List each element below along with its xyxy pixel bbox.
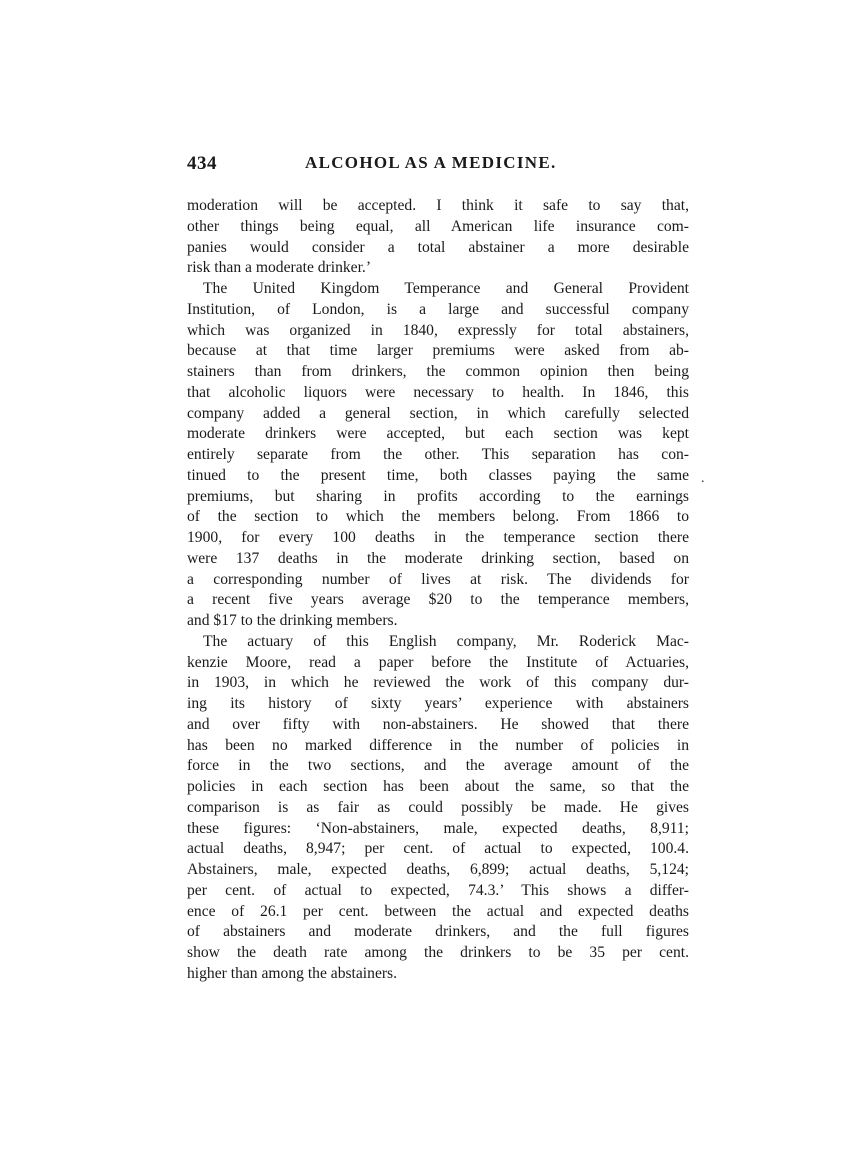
body-text: [187, 196, 689, 985]
text-line: per cent. of actual to expected, 74.3.’ This shows a differ-: [187, 881, 689, 899]
text-line: force in the two sections, and the average amount of the: [187, 757, 689, 775]
text-line: other things being equal, all American life insurance com-: [187, 217, 689, 235]
paragraph: [187, 196, 689, 279]
text-line: show the death rate among the drinkers to be 35 per cent.: [187, 944, 689, 961]
page-number: 434: [187, 153, 217, 174]
text-line: these figures: ‘Non-abstainers, male, expected deaths, 8,911;: [187, 819, 689, 837]
text-line: premiums, but sharing in profits according to the earnings: [187, 487, 689, 505]
text-line: risk than a moderate drinker.’: [187, 259, 372, 277]
text-line: stainers than from drinkers, the common opinion then being: [187, 363, 689, 380]
text-line: ing its history of sixty years’ experience with abstainers: [187, 695, 689, 712]
text-line: actual deaths, 8,947; per cent. of actual to expected, 100.4.: [187, 840, 689, 858]
text-line: 1900, for every 100 deaths in the temperance section there: [187, 529, 689, 546]
text-line: moderation will be accepted. I think it safe to say that,: [187, 197, 689, 214]
text-line: and over fifty with non-abstainers. He showed that there: [187, 715, 689, 733]
text-line: of abstainers and moderate drinkers, and the full figures: [187, 923, 689, 941]
text-line: Abstainers, male, expected deaths, 6,899; actual deaths, 5,124;: [187, 861, 689, 878]
text-line: tinued to the present time, both classes paying the same: [187, 466, 689, 484]
text-line: moderate drinkers were accepted, but each section was kept: [187, 425, 689, 443]
text-line: ence of 26.1 per cent. between the actual and expected deaths: [187, 902, 689, 920]
text-line: were 137 deaths in the moderate drinking section, based on: [187, 549, 689, 567]
text-line: and $17 to the drinking members.: [187, 612, 398, 629]
paragraph: [187, 279, 689, 632]
text-line: The United Kingdom Temperance and General Provident: [203, 280, 689, 297]
text-line: comparison is as fair as could possibly be made. He gives: [187, 798, 689, 816]
text-line: because at that time larger premiums were asked from ab-: [187, 342, 689, 360]
text-line: entirely separate from the other. This separation has con-: [187, 446, 689, 463]
text-line: has been no marked difference in the number of policies in: [187, 736, 689, 754]
text-line: higher than among the abstainers.: [187, 964, 398, 982]
text-line: that alcoholic liquors were necessary to health. In 1846, this: [187, 383, 689, 401]
text-line: kenzie Moore, read a paper before the Institute of Actuaries,: [187, 653, 689, 671]
text-line: a corresponding number of lives at risk. The dividends for: [187, 570, 689, 588]
text-line: a recent five years average $20 to the temperance members,: [187, 591, 689, 609]
text-line: which was organized in 1840, expressly for total abstainers,: [187, 321, 689, 339]
text-line: of the section to which the members belong. From 1866 to: [187, 508, 689, 526]
text-line: Institution, of London, is a large and successful company: [187, 300, 689, 318]
paragraph: [187, 632, 689, 985]
text-line: in 1903, in which he reviewed the work of this company dur-: [187, 674, 689, 692]
text-line: The actuary of this English company, Mr. Roderick Mac-: [203, 632, 689, 650]
text-line: panies would consider a total abstainer a more desirable: [187, 238, 689, 256]
margin-mark: .: [701, 471, 705, 486]
text-line: policies in each section has been about the same, so that the: [187, 778, 689, 795]
page-header: [187, 153, 689, 181]
text-line: company added a general section, in which carefully selected: [187, 404, 689, 422]
running-head: ALCOHOL AS A MEDICINE.: [305, 153, 557, 172]
